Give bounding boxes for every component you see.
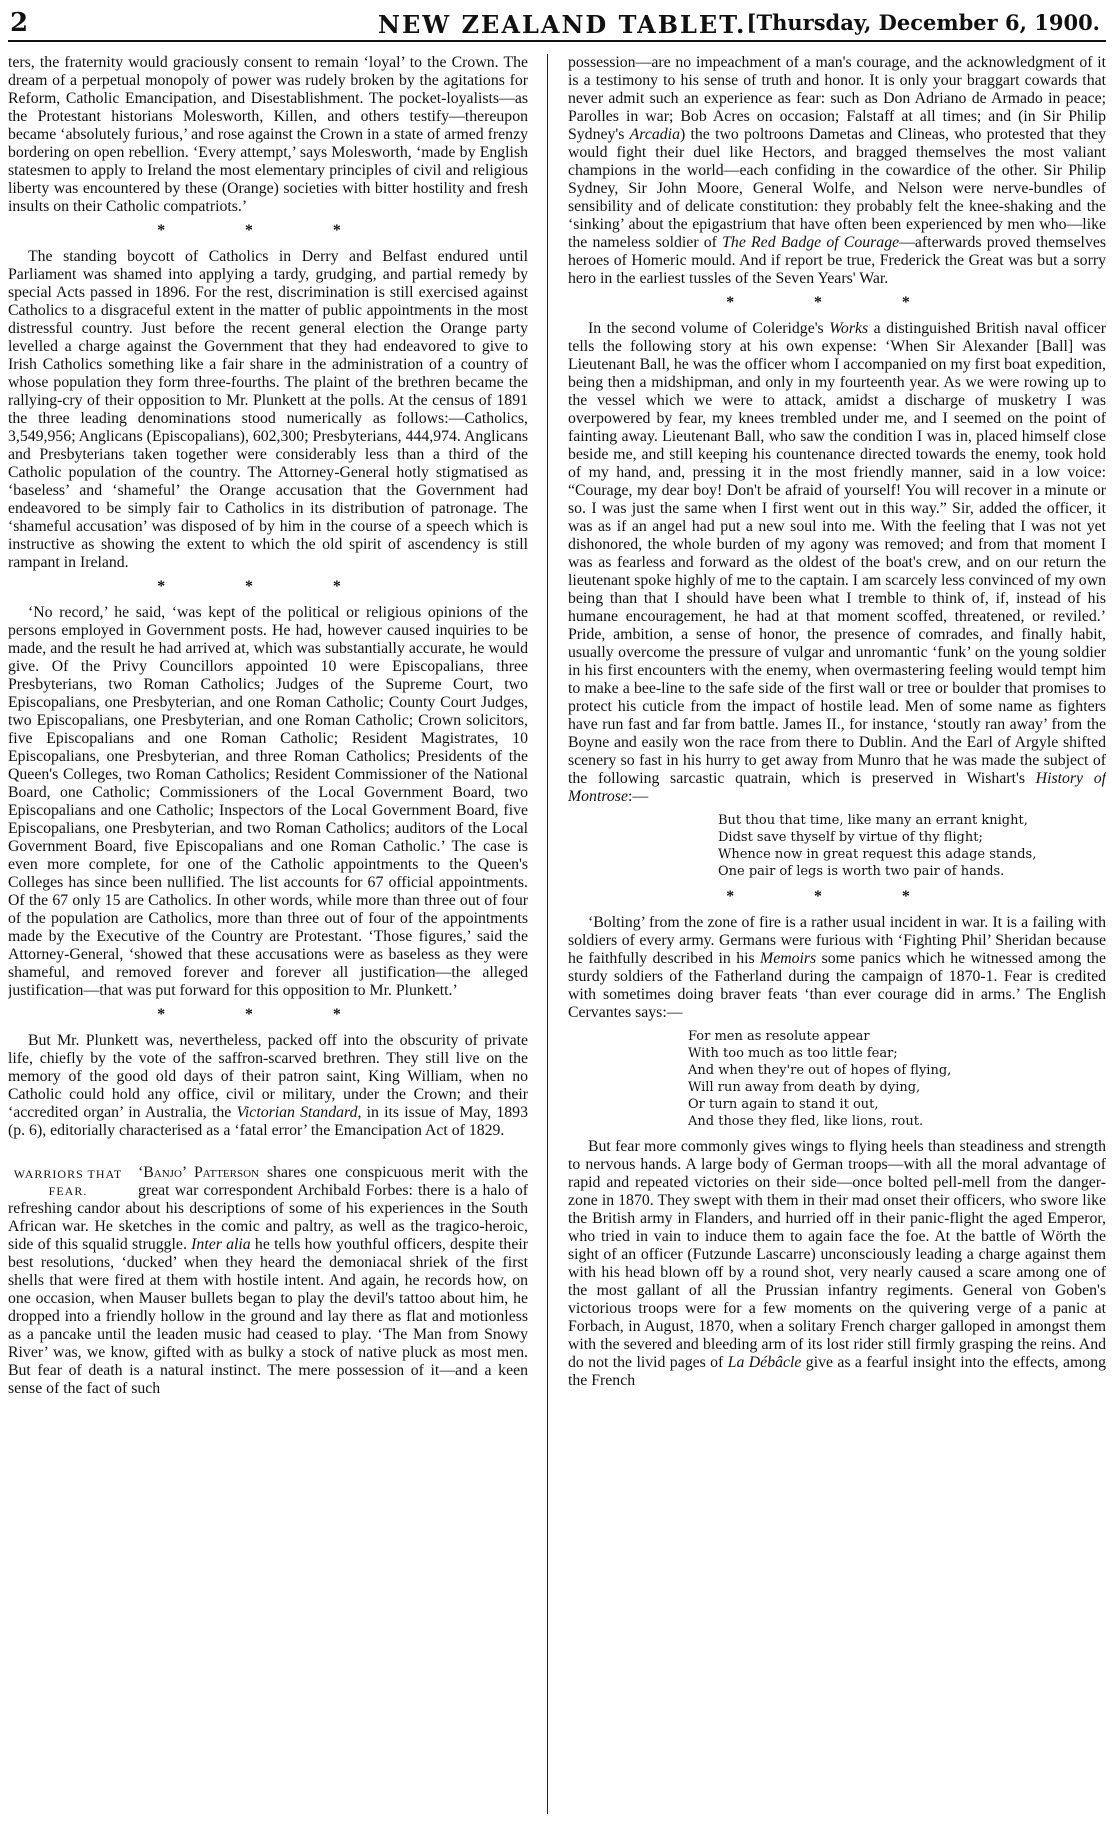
paragraph: The standing boycott of Catholics in Derry and Belfast endured until Parliament was shamed into applying a tardy, grudging, and partial remedy by special Acts passed in 1896. For the rest, discrimination is still exercised against Catholics to a disgraceful extent in the matter of public appointments in the most distressful country. Just before the recent general election the Orange party levelled a charge against the Government that they had endeavored to give to Irish Catholics something like a fair share in the administration of a country of whose population they form three-fourths. The plaint of the brethren became the rallying-cry of their opposition to Mr. Plunkett at the polls. At the census of 1891 the three leading denominations stood numerically as follows:—Catholics, 3,549,956; Anglicans (Episcopalians), 602,300; Presbyterians, 444,974. Anglicans and Presbyterians taken together were considerably less than a third of the Catholic population of the country. The Attorney-General hotly stigmatised as ‘baseless’ and ‘shameful’ the Orange accusation that the Government had endeavored to be simply fair to Catholics in its distribution of patronage. The ‘shameful accusation’ was disposed of by him in the course of a speech which is instructive as showing the extent to which the old spirit of ascendency is still rampant in Ireland. bbox=[8, 248, 528, 571]
verse-line: But thou that time, like many an errant knight, bbox=[718, 813, 1028, 828]
verse-line: Will run away from death by dying, bbox=[688, 1080, 921, 1095]
issue-date: [Thursday, December 6, 1900. bbox=[746, 10, 1100, 35]
paragraph: ‘No record,’ he said, ‘was kept of the political or religious opinions of the persons employed in Government posts. He had, however caused inquiries to be made, and the result he had arrived at, which was substantially accurate, he would give. Of the Privy Councillors appointed 10 were Episcopalians, three Presbyterians, two Roman Catholics; Judges of the Supreme Court, two Episcopalians, one Presbyterian, and one Roman Catholic; County Court Judges, two Episcopalians, one Presbyterian, and one Roman Catholic; Crown solicitors, five Episcopalians and one Roman Catholic; Resident Magistrates, 10 Episcopalians, one Presbyterian, and three Roman Catholics; Presidents of the Queen's Colleges, two Roman Catholics; Resident Commissioner of the National Board, one Catholic; Commissioners of the Local Government Board, two Episcopalians and one Catholic; Inspectors of the Local Government Board, five Episcopalians, one Presbyterian, and two Roman Catholics; auditors of the Local Government Board, five Episcopalians and one Roman Catholic.’ The case is even more complete, for one of the Catholic appointments to the Queen's Colleges has since been nullified. The list accounts for 67 official appointments. Of the 67 only 15 are Catholics. In other words, while more than three out of four of the population are Catholics, more than three out of four of the appointments made by the Executive of the Country are Protestant. ‘Those figures,’ said the Attorney-General, ‘showed that these accusations were as baseless as they were shameful, and removed forever and forever all justification—the alleged justification—that was put forward for this opposition to Mr. Plunkett.’ bbox=[8, 604, 528, 999]
left-column bbox=[8, 54, 528, 1814]
verse-line: One pair of legs is worth two pair of hands. bbox=[718, 864, 1005, 879]
paragraph: But Mr. Plunkett was, nevertheless, packed off into the obscurity of private life, chiefly by the vote of the saffron-scarved brethren. They still live on the memory of the good old days of their patron saint, King William, when no Catholic could hold any office, civil or military, under the Crown; and their ‘accredited organ’ in Australia, the Victorian Standard, in its issue of May, 1893 (p. 6), editorially characterised as a ‘fatal error’ the Emancipation Act of 1829. bbox=[8, 1032, 528, 1139]
paragraph: ‘Bolting’ from the zone of fire is a rather usual incident in war. It is a failing with soldiers of every army. Germans were furious with ‘Fighting Phil’ Sheridan because he faithfully described in his Memoirs some panics which he witnessed among the sturdy soldiers of the Fatherland during the campaign of 1870-1. Fear is credited with sometimes doing braver feats ‘than ever courage did in arms.’ The English Cervantes says:— bbox=[568, 914, 1106, 1021]
right-column bbox=[568, 54, 1106, 1814]
verse-line: Or turn again to stand it out, bbox=[688, 1097, 879, 1112]
page-number: 2 bbox=[10, 8, 29, 38]
column-divider bbox=[547, 54, 548, 1814]
section-ornament: * * * bbox=[157, 1006, 379, 1023]
section-ornament: * * * bbox=[157, 222, 379, 239]
verse-line: And when they're out of hopes of flying, bbox=[688, 1063, 952, 1078]
verse-line: For men as resolute appear bbox=[688, 1029, 870, 1044]
verse-line: With too much as too little fear; bbox=[688, 1046, 898, 1061]
paragraph: But fear more commonly gives wings to flying heels than steadiness and strength to nervous hands. A large body of German troops—with all the moral advantage of rapid and repeated victories on their side—once bolted pell-mell from the danger-zone in 1870. They swept with them in their mad onset their officers, who swore like the British army in Flanders, and hurried off in their panic-flight the aged Emperor, who tried in vain to induce them to again face the foe. At the battle of Wörth the sight of an officer (Futzunde Lascarre) unconsciously leading a charge against them with his head blown off by a round shot, very nearly caused a scare among one of the most gallant of all the Prussian infantry regiments. General von Goben's victorious troops were for a few moments on the quivering verge of a panic at Forbach, in August, 1870, when a solitary French charger galloped in amongst them with the severed and bleeding arm of its lost rider still firmly grasping the reins. And do not the livid pages of La Débâcle give as a fearful insight into the effects, among the French bbox=[568, 1138, 1106, 1389]
section-ornament: * * * bbox=[726, 294, 948, 311]
verse-line: Whence now in great request this adage stands, bbox=[718, 847, 1037, 862]
paragraph: In the second volume of Coleridge's Works a distinguished British naval officer tells the following story at his own expense: ‘When Sir Alexander [Ball] was Lieutenant Ball, he was the officer whom I accompanied on my first boat expedition, being then a midshipman, and only in my fourteenth year. As we were rowing up to the vessel which we were to attack, amidst a discharge of musketry I was overpowered by fear, my knees trembled under me, and I seemed on the point of fainting away. Lieutenant Ball, who saw the condition I was in, placed himself close beside me, and still keeping his countenance directed towards the enemy, took hold of my hand, and, pressing it in the most friendly manner, said in a low voice: “Courage, my dear boy! Don't be afraid of yourself! You will recover in a minute or so. I was just the same when I first went out in this way.” Sir, added the officer, it was as if an angel had put a new soul into me. With the feeling that I was not yet dishonored, the whole burden of my agony was removed; and from that moment I was as fearless and forward as the oldest of the boat's crew, and on our return the lieutenant spoke highly of me to the captain. I am scarcely less convinced of my own being than that I should have been what I tremble to think of, if, instead of his humane encouragement, he had at that moment scoffed, threatened, or reviled.’ Pride, ambition, a sense of honor, the presence of comrades, and finally habit, usually overcome the pressure of vulgar and unromantic ‘funk’ on the young soldier in his first encounters with the enemy, when overmastering feeling would tempt him to make a bee-line to the safe side of the first wall or tree or boulder that promises to protect his cuticle from the impact of hostile lead. Men of some name as fighters have run fast and far from battle. James II., for instance, ‘stoutly ran away’ from the Boyne and easily won the race from there to Dublin. And the Earl of Argyle shifted scenery so fast in his hurry to get away from Munro that he was made the subject of the following sarcastic quatrain, which is preserved in Wishart's History of Montrose:— bbox=[568, 320, 1106, 805]
section-ornament: * * * bbox=[726, 888, 948, 905]
paragraph: ters, the fraternity would graciously consent to remain ‘loyal’ to the Crown. The dream of a perpetual monopoly of power was rudely broken by the agitations for Reform, Catholic Emancipation, and Disestablishment. The pocket-loyalists—as the Protestant historians Molesworth, Killen, and others testify—thereupon became ‘absolutely furious,’ and rose against the Crown in a state of armed frenzy bordering on open rebellion. ‘Every attempt,’ says Molesworth, ‘made by English statesmen to apply to Ireland the most elementary principles of civil and religious liberty was encountered by these (Orange) societies with bitter hostility and fresh insults on their Catholic compatriots.’ bbox=[8, 54, 528, 215]
section-ornament: * * * bbox=[157, 578, 379, 595]
verse-line: And those they fled, like lions, rout. bbox=[688, 1114, 924, 1129]
side-heading: WARRIORS THAT FEAR. bbox=[13, 1167, 123, 1198]
page-header bbox=[8, 6, 1106, 42]
paragraph: possession—are no impeachment of a man's courage, and the acknowledgment of it is a testimony to his sense of truth and honor. It is only your braggart cowards that never admit such an experience as fear: such as Don Adriano de Armado in peace; Parolles in war; Bob Acres on occasion; Falstaff at all times; and (in Sir Philip Sydney's Arcadia) the two poltroons Dametas and Clineas, who protested that they would fight their duel like Hectors, and bragged themselves the most valiant champions in the world—each confiding in the cowardice of the other. Sir Philip Sydney, Sir John Moore, General Wolfe, and Nelson were nerve-bundles of sensibility and of delicate constitution: they probably felt the knee-shaking and the ‘sinking’ about the epigastrium that have often been experienced by men who—like the nameless soldier of The Red Badge of Courage—afterwards proved themselves heroes of Homeric mould. And if report be true, Frederick the Great was but a sorry hero in the earliest tussles of the Seven Years' War. bbox=[568, 54, 1106, 287]
paragraph-warriors: WARRIORS THAT FEAR. ‘Banjo’ Patterson shares one conspicuous merit with the great war correspondent Archibald Forbes: there is a halo of refreshing candor about his descriptions of some of his experiences in the South African war. He sketches in the comic and paltry, as well as the tragico-heroic, side of this squalid struggle. Inter alia he tells how youthful officers, despite their best resolutions, ‘ducked’ when they heard the demoniacal shriek of the first shells that were fired at them with hostile intent. And again, he records how, on one occasion, when Mauser bullets began to play the devil's tattoo about him, he dropped into a friendly hollow in the ground and lay there as flat and motionless as a pancake until the leaden music had ceased to play. ‘The Man from Snowy River’ was, we know, gifted with as bulky a stock of native pluck as most men. But fear of death is a natural instinct. The mere possession of it—and a keen sense of the fact of such bbox=[8, 1164, 528, 1397]
verse-hudibras bbox=[688, 1028, 1106, 1130]
verse-line: Didst save thyself by virtue of thy flight; bbox=[718, 830, 983, 845]
newspaper-title: NEW ZEALAND TABLET. bbox=[378, 10, 747, 39]
verse-quatrain bbox=[718, 812, 1106, 880]
